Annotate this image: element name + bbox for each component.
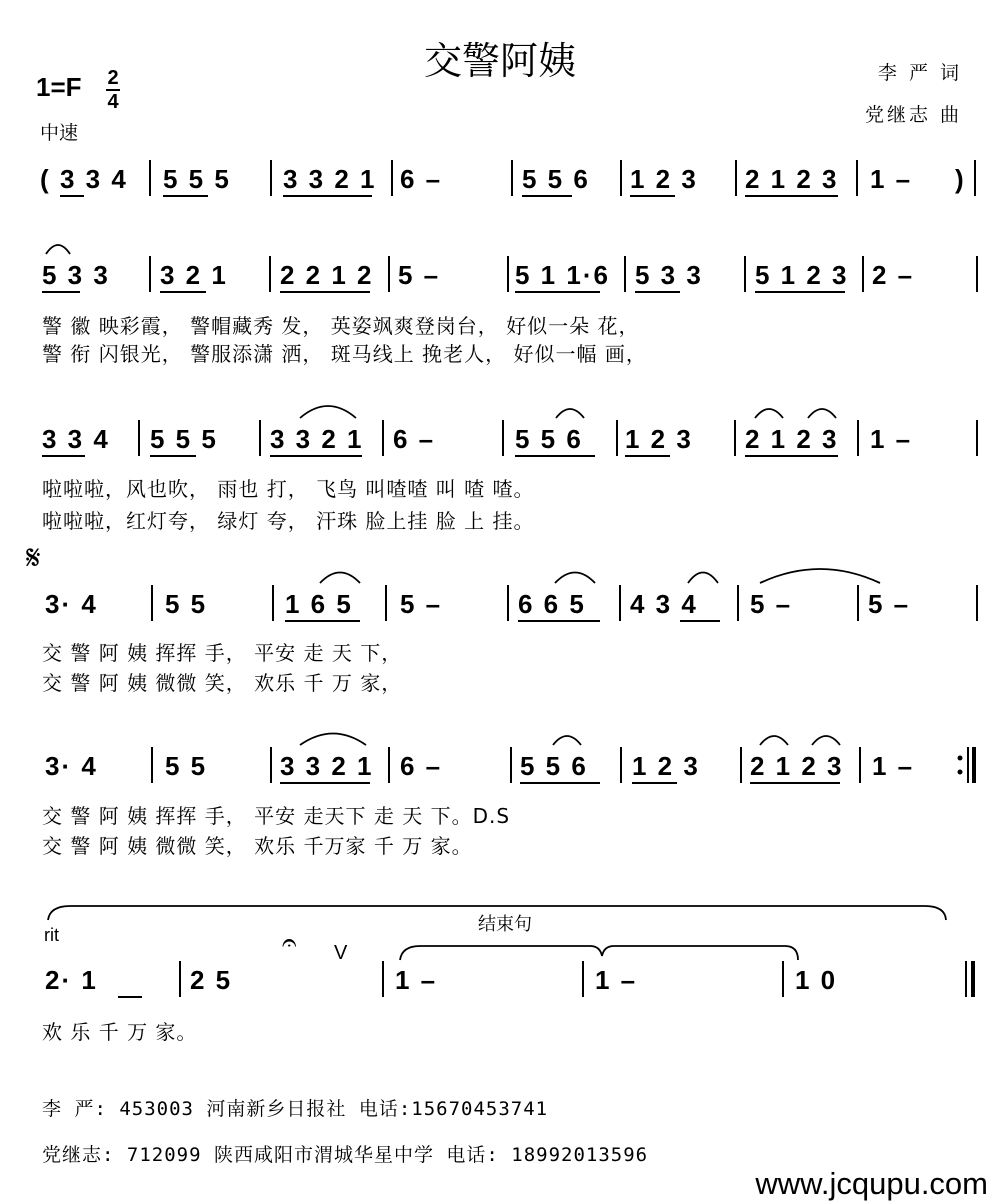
- measure: 3· 4: [45, 751, 98, 781]
- lyric-line: 啦啦啦，风也吹， 雨也 打， 飞鸟 叫喳喳 叫 喳 喳。: [42, 477, 535, 501]
- segno-sign: 𝄋: [26, 538, 41, 578]
- measure: 5 3 3: [635, 260, 703, 290]
- measure: 3 3 2 1: [283, 164, 377, 194]
- measure: 2· 1: [45, 965, 98, 995]
- measure: 3 3 4: [42, 424, 110, 454]
- measure: 2 –: [872, 260, 915, 290]
- song-title: 交警阿姨: [423, 39, 576, 83]
- lyric-line: 啦啦啦，红灯夸， 绿灯 夸， 汗珠 脸上挂 脸 上 挂。: [42, 509, 535, 533]
- measure: 6 –: [393, 424, 436, 454]
- tempo-marking: 中速: [40, 122, 79, 144]
- measure: 5 1 2 3: [755, 260, 849, 290]
- measure: 1 6 5: [285, 589, 353, 619]
- measure: 5 5 6: [520, 751, 588, 781]
- rit-marking: rit: [44, 925, 59, 945]
- measure: 5 5 5: [163, 164, 231, 194]
- measure: 5 5 6: [522, 164, 590, 194]
- measure: 4 3 4: [630, 589, 698, 619]
- lyric-line: 交 警 阿 姨 挥挥 手， 平安 走天下 走 天 下。D.S: [42, 804, 511, 828]
- time-signature-top: 2: [107, 67, 119, 89]
- lyric-line: 警 衔 闪银光， 警服添潇 洒， 斑马线上 挽老人， 好似一幅 画，: [42, 342, 647, 366]
- measure: 5 5 5: [150, 424, 218, 454]
- lyric-line: 交 警 阿 姨 挥挥 手， 平安 走 天 下，: [42, 641, 403, 665]
- measure: 5 –: [398, 260, 441, 290]
- key-signature: 1=F: [36, 72, 82, 102]
- measure: 5 5 6: [515, 424, 583, 454]
- measure: 3 3 2 1: [280, 751, 374, 781]
- measure: 1 2 3: [625, 424, 693, 454]
- lyricist-contact: 李 严: 453003 河南新乡日报社 电话:15670453741: [42, 1098, 549, 1120]
- lyric-line: 警 徽 映彩霞， 警帽藏秀 发， 英姿飒爽登岗台， 好似一朵 花，: [42, 314, 640, 338]
- measure: 3· 4: [45, 589, 98, 619]
- measure: 6 6 5: [518, 589, 586, 619]
- measure: 5 1 1·6: [515, 260, 610, 290]
- lyric-line: 交 警 阿 姨 微微 笑， 欢乐 千 万 家，: [42, 671, 403, 695]
- measure: 1 –: [872, 751, 915, 781]
- lyric-line: 欢 乐 千 万 家。: [42, 1020, 198, 1044]
- measure: 1 –: [595, 965, 638, 995]
- measure: 5 3 3: [42, 260, 110, 290]
- measure: 1 –: [870, 164, 913, 194]
- measure: 1 0: [795, 965, 838, 995]
- measure: 1 2 3: [632, 751, 700, 781]
- measure: 3 3 4: [60, 164, 128, 194]
- breath-mark: V: [334, 942, 348, 964]
- measure: 5 –: [400, 589, 443, 619]
- measure: 6 –: [400, 164, 443, 194]
- measure: 2 5: [190, 965, 233, 995]
- composer-credit: 党继志 曲: [864, 104, 962, 126]
- measure: 1 –: [870, 424, 913, 454]
- measure: 5 5: [165, 751, 208, 781]
- measure: 3 2 1: [160, 260, 228, 290]
- measure: 1 2 3: [630, 164, 698, 194]
- fermata-icon: 𝄐: [282, 928, 297, 958]
- measure: 2 1 2 3: [745, 424, 839, 454]
- composer-contact: 党继志: 712099 陕西咸阳市渭城华星中学 电话: 18992013596: [42, 1144, 649, 1166]
- website-watermark: www.jcqupu.com: [755, 1166, 988, 1201]
- measure: 5 –: [750, 589, 793, 619]
- measure: 5 5: [165, 589, 208, 619]
- lyric-line: 交 警 阿 姨 微微 笑， 欢乐 千万家 千 万 家。: [42, 834, 473, 858]
- measure: 2 1 2 3: [750, 751, 844, 781]
- ending-label: 结束句: [478, 914, 532, 935]
- measure: 3 3 2 1: [270, 424, 364, 454]
- intro-close-paren: ): [955, 164, 966, 194]
- intro-open-paren: (: [40, 164, 51, 194]
- measure: 1 –: [395, 965, 438, 995]
- measure: 5 –: [868, 589, 911, 619]
- measure: 6 –: [400, 751, 443, 781]
- measure: 2 1 2 3: [745, 164, 839, 194]
- measure: 2 2 1 2: [280, 260, 374, 290]
- lyricist-credit: 李 严 词: [877, 62, 962, 84]
- time-signature-bottom: 4: [107, 91, 119, 113]
